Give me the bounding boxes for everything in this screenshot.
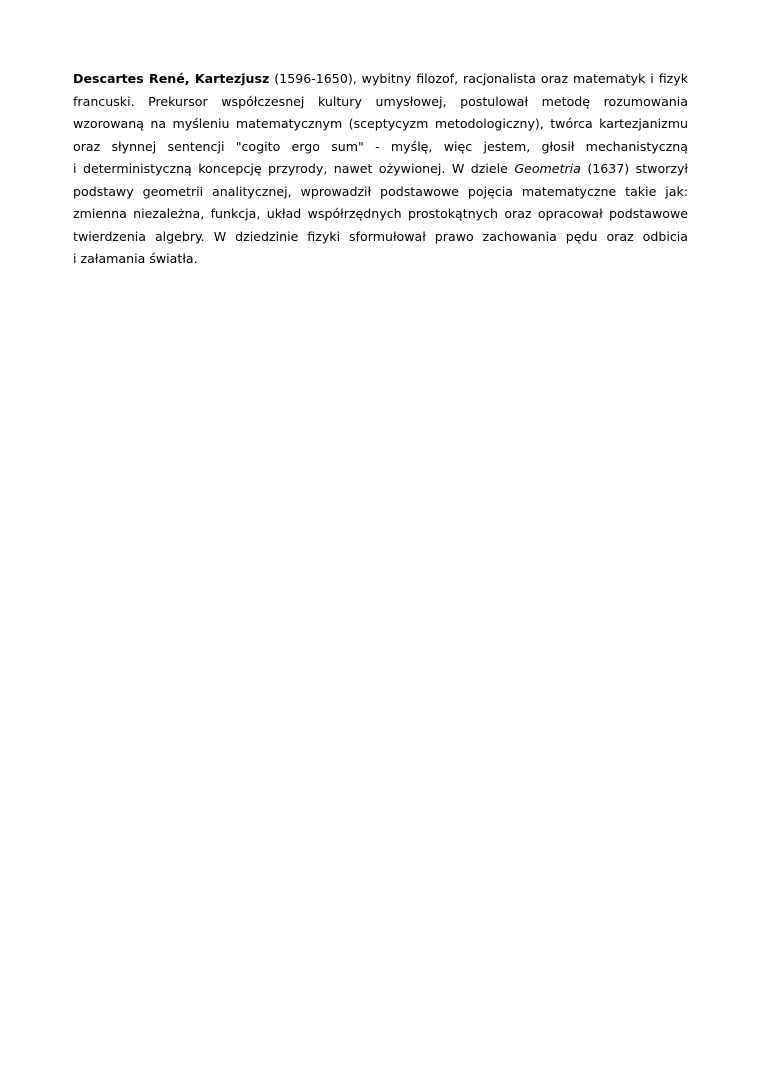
paragraph-line-5 [73,158,688,181]
line-5-after: (1637) stworzył [580,161,688,176]
paragraph-line-3: wzorowaną na myśleniu matematycznym (sceptycyzm metodologiczny), twórca kartezjanizmu [73,116,688,131]
paragraph-line-6: podstawy geometrii analitycznej, wprowadził podstawowe pojęcia matematyczne takie jak: [73,183,688,199]
line-1-text: (1596-1650), wybitny filozof, racjonalista oraz matematyk i fizyk [269,71,688,86]
entry-heading: Descartes René, Kartezjusz [73,71,270,86]
paragraph-line-2: francuski. Prekursor współczesnej kultury umysłowej, postulował metodę rozumowania [73,93,688,109]
paragraph-line-1 [73,68,688,91]
paragraph-line-8: twierdzenia algebry. W dziedzinie fizyki sformułował prawo zachowania pędu oraz odbicia [73,228,688,244]
paragraph-line-4: oraz słynnej sentencji "cogito ergo sum" - myślę, więc jestem, głosił mechanistyczną [73,138,688,154]
line-5-before: i deterministyczną koncepcję przyrody, nawet ożywionej. W dziele [73,161,515,176]
paragraph-line-7: zmienna niezależna, funkcja, układ współrzędnych prostokątnych oraz opracował podstawowe [73,206,688,221]
descartes-paragraph [73,68,688,271]
work-title-geometria: Geometria [514,161,581,176]
paragraph-line-9: i załamania światła. [73,251,198,266]
